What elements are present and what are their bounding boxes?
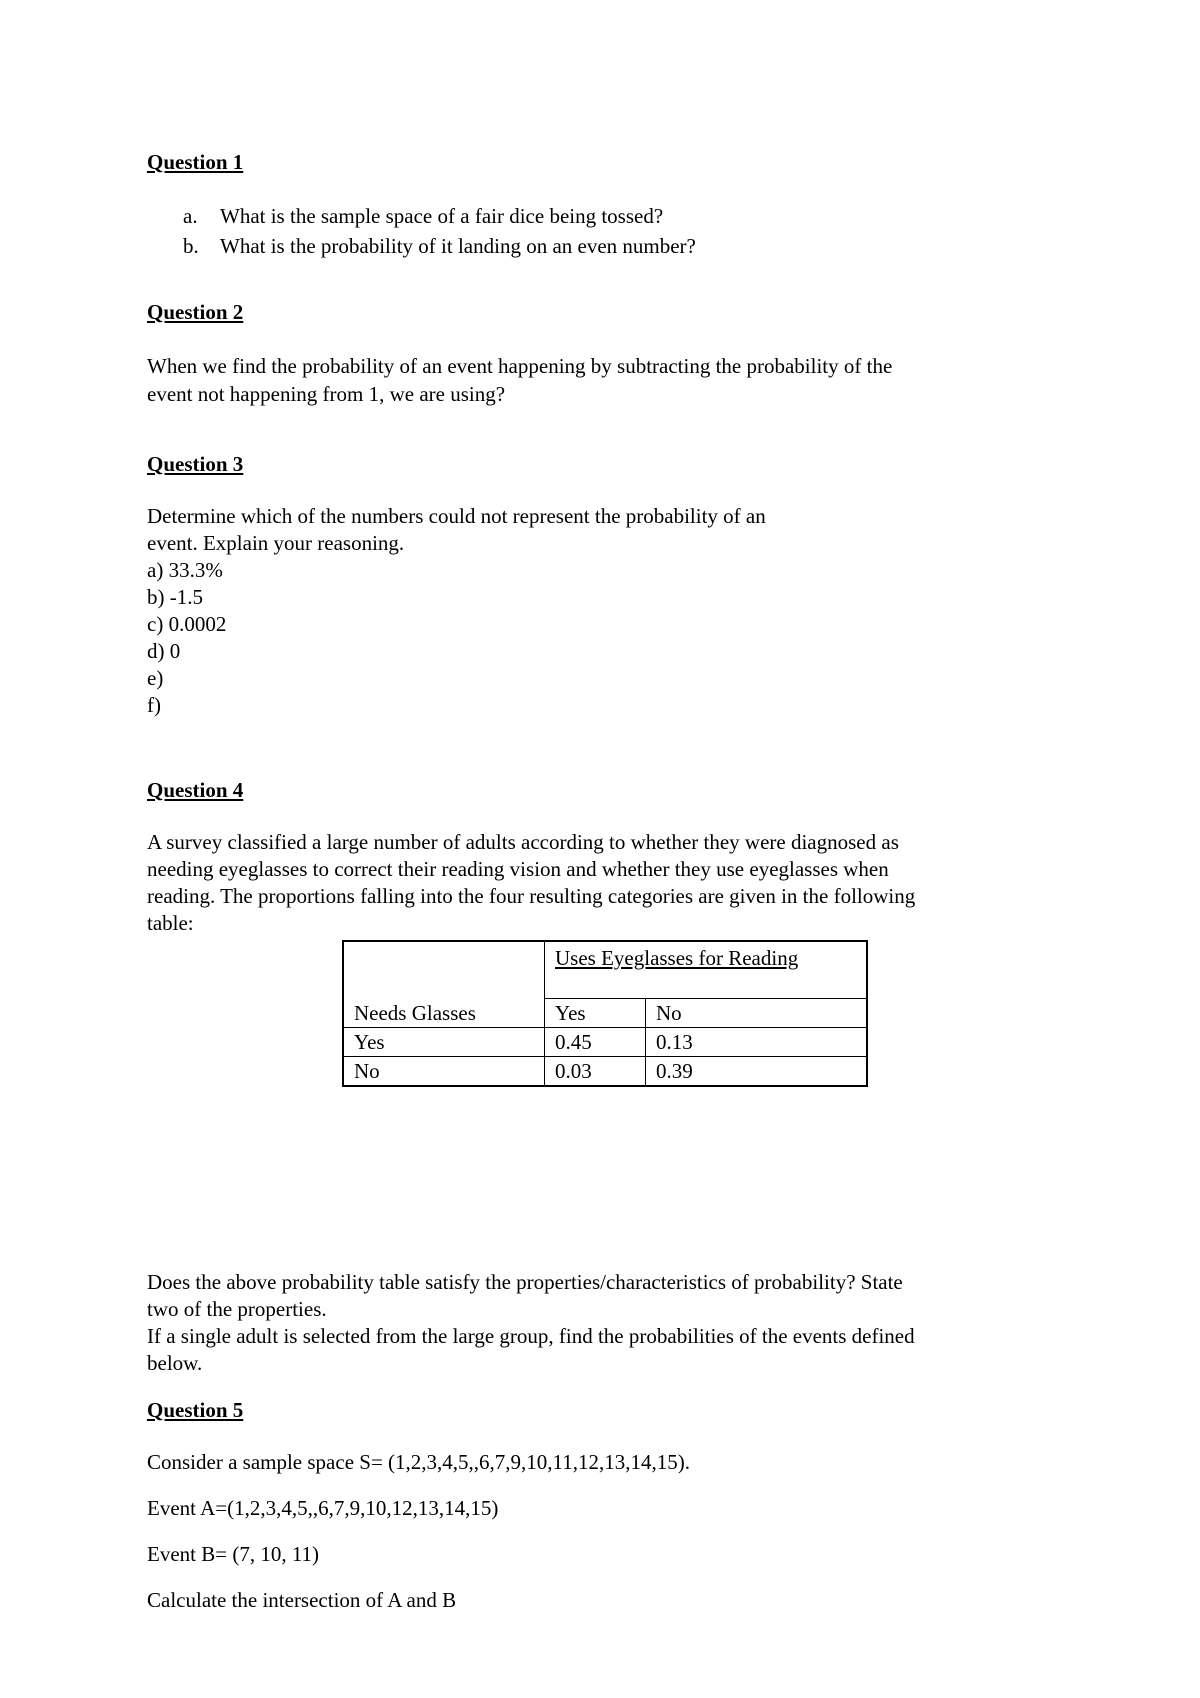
col-header-yes: Yes: [545, 999, 646, 1028]
question-4: [147, 776, 1067, 1375]
list-text: What is the sample space of a fair dice being tossed?: [220, 204, 664, 228]
option-e: e): [147, 666, 164, 690]
text-line: two of the properties.: [147, 1297, 327, 1321]
list-item: [147, 232, 1067, 262]
text-line: table:: [147, 911, 194, 935]
text-line: event not happening from 1, we are using?: [147, 382, 506, 406]
question-2: [147, 298, 1067, 408]
list-item: [147, 202, 1067, 232]
text-line: event. Explain your reasoning.: [147, 531, 405, 555]
table-row: [343, 1057, 867, 1087]
text-line: A survey classified a large number of adults according to whether they were diagnosed as: [147, 830, 899, 854]
task-text: Calculate the intersection of A and B: [147, 1588, 457, 1612]
col-header-no: No: [646, 999, 868, 1028]
question-2-text: [147, 352, 1067, 408]
cell-yes: 0.45: [545, 1028, 646, 1057]
option-f: f): [147, 693, 161, 717]
event-b-text: Event B= (7, 10, 11): [147, 1542, 320, 1566]
question-5: [147, 1396, 1067, 1614]
table-row: [343, 1028, 867, 1057]
cell-no: 0.39: [646, 1057, 868, 1087]
text-line: Does the above probability table satisfy the properties/characteristics of probability? State: [147, 1270, 903, 1294]
text-line: needing eyeglasses to correct their reading vision and whether they use eyeglasses when: [147, 857, 889, 881]
question-4-intro: [147, 828, 1067, 936]
question-3: [147, 450, 1067, 718]
question-5-heading: Question 5: [147, 1398, 244, 1422]
text-line: If a single adult is selected from the large group, find the probabilities of the events defined: [147, 1324, 915, 1348]
text-line: Determine which of the numbers could not represent the probability of an: [147, 504, 766, 528]
group-header-cell: [545, 941, 868, 999]
list-marker: b.: [183, 234, 199, 258]
text-line: reading. The proportions falling into the four resulting categories are given in the following: [147, 884, 916, 908]
option-b: b) -1.5: [147, 585, 203, 609]
cell-yes: 0.03: [545, 1057, 646, 1087]
list-marker: a.: [183, 204, 198, 228]
question-4-after: [147, 1268, 1067, 1376]
question-3-heading: Question 3: [147, 452, 244, 476]
row-label: No: [343, 1057, 545, 1087]
sample-space-text: Consider a sample space S= (1,2,3,4,5,,6,7,9,10,11,12,13,14,15).: [147, 1450, 690, 1474]
question-1: [147, 148, 1067, 262]
question-4-heading: Question 4: [147, 778, 244, 802]
text-line: below.: [147, 1351, 203, 1375]
question-2-heading: Question 2: [147, 300, 244, 324]
probability-table: [342, 940, 868, 1087]
question-1-list: [147, 202, 1067, 262]
option-d: d) 0: [147, 639, 181, 663]
question-3-text: [147, 502, 1067, 718]
event-a-text: Event A=(1,2,3,4,5,,6,7,9,10,12,13,14,15): [147, 1496, 499, 1520]
text-line: When we find the probability of an event happening by subtracting the probability of the: [147, 354, 893, 378]
question-1-heading: Question 1: [147, 150, 244, 174]
option-a: a) 33.3%: [147, 558, 223, 582]
row-header-cell: Needs Glasses: [343, 941, 545, 1028]
cell-no: 0.13: [646, 1028, 868, 1057]
list-text: What is the probability of it landing on an even number?: [220, 234, 696, 258]
group-header: Uses Eyeglasses for Reading: [555, 946, 799, 970]
row-label: Yes: [343, 1028, 545, 1057]
option-c: c) 0.0002: [147, 612, 227, 636]
